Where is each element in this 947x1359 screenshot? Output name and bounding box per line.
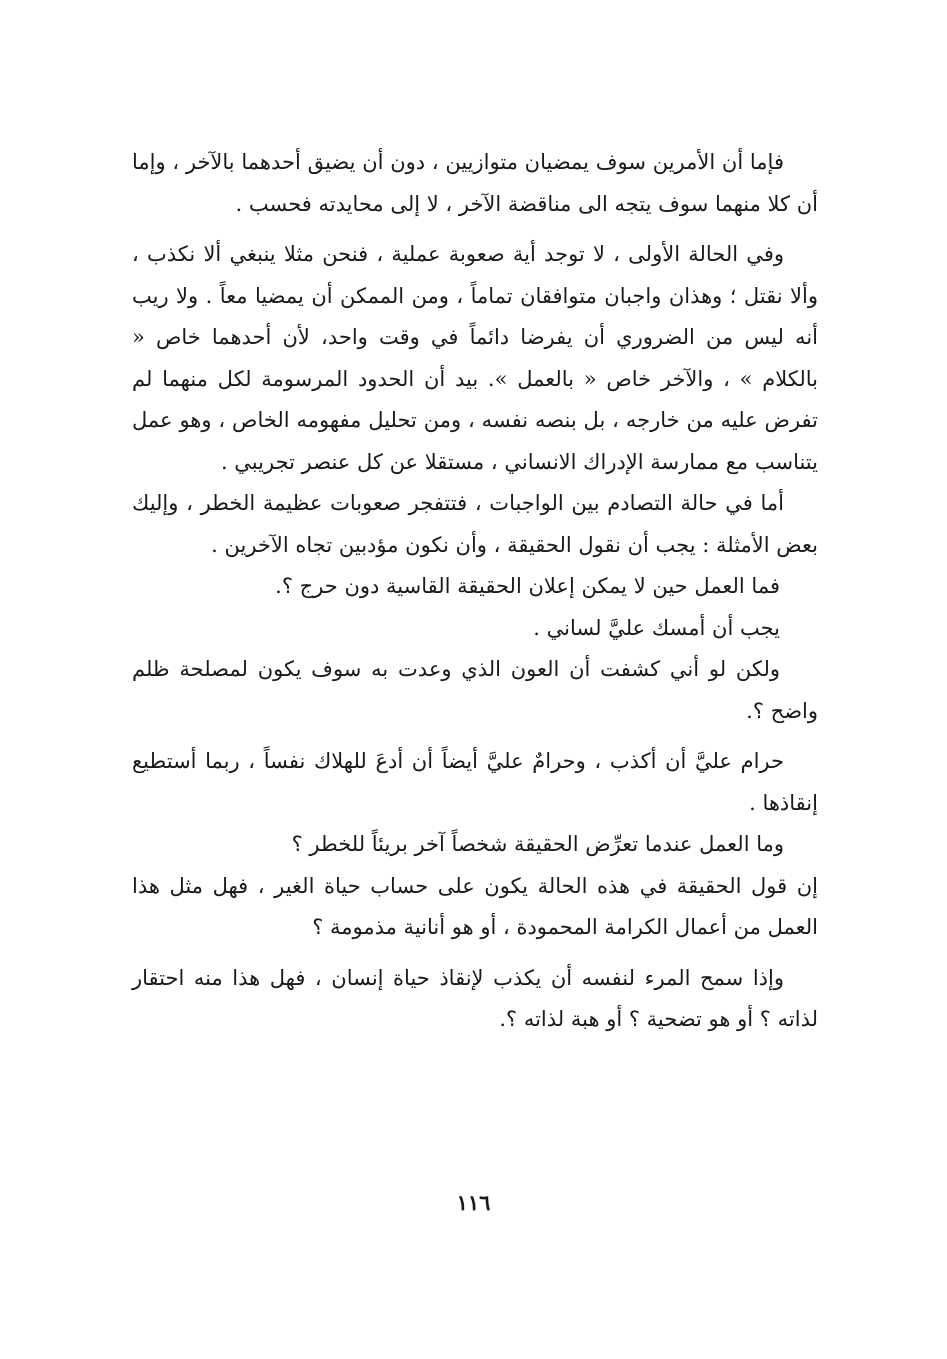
- paragraph-4: فما العمل حين لا يمكن إعلان الحقيقة القاسية دون حرج ؟.: [275, 574, 780, 598]
- paragraph-8: وما العمل عندما تعرِّض الحقيقة شخصاً آخر بريئاً للخطر ؟: [291, 832, 784, 856]
- paragraph-5: يجب أن أمسك عليَّ لساني .: [533, 615, 780, 640]
- paragraph-10: وإذا سمح المرء لنفسه أن يكذب لإنقاذ حياة إنسان ، فهل هذا منه احتقار لذاته ؟ أو هو تضحية ؟ أو هبة لذاته ؟.: [132, 965, 818, 1031]
- page-number: ١١٦: [456, 1190, 491, 1215]
- paragraph-3: أما في حالة التصادم بين الواجبات ، فتتفجر صعوبات عظيمة الخطر ، وإليك بعض الأمثلة : يجب أن نقول الحقيقة ، وأن نكون مؤدبين تجاه الآخرين .: [132, 491, 818, 557]
- paragraph-1: فإما أن الأمرين سوف يمضيان متوازيين ، دون أن يضيق أحدهما بالآخر ، وإما أن كلا منهما سوف يتجه الى مناقضة الآخر ، لا إلى محايدته فحسب .: [132, 150, 818, 216]
- page-body: [132, 142, 818, 1041]
- paragraph-7: حرام عليَّ أن أكذب ، وحرامٌ عليَّ أيضاً أن أدعَ للهلاك نفساً ، ربما أستطيع إنقاذها .: [132, 749, 818, 815]
- paragraph-2: وفي الحالة الأولى ، لا توجد أية صعوبة عملية ، فنحن مثلا ينبغي ألا نكذب ، وألا نقتل ؛ وهذان واجبان متوافقان تماماً ، ومن الممكن أن يمضيا معاً . ولا ريب أنه ليس من الضروري أن يفرضا دائماً في وقت واحد، لأن أحدهما خاص « بالكلام » ، والآخر خاص « بالعمل ». بيد أن الحدود المرسومة لكل منهما لم تفرض عليه من خارجه ، بل بنصه نفسه ، ومن تحليل مفهومه الخاص ، وهو عمل يتناسب مع ممارسة الإدراك الانساني ، مستقلا عن كل عنصر تجريبي .: [132, 242, 818, 474]
- paragraph-6: ولكن لو أني كشفت أن العون الذي وعدت به سوف يكون لمصلحة ظلم واضح ؟.: [132, 657, 818, 723]
- paragraph-9: إن قول الحقيقة في هذه الحالة يكون على حساب حياة الغير ، فهل مثل هذا العمل من أعمال الكرامة المحمودة ، أو هو أنانية مذمومة ؟: [132, 873, 818, 939]
